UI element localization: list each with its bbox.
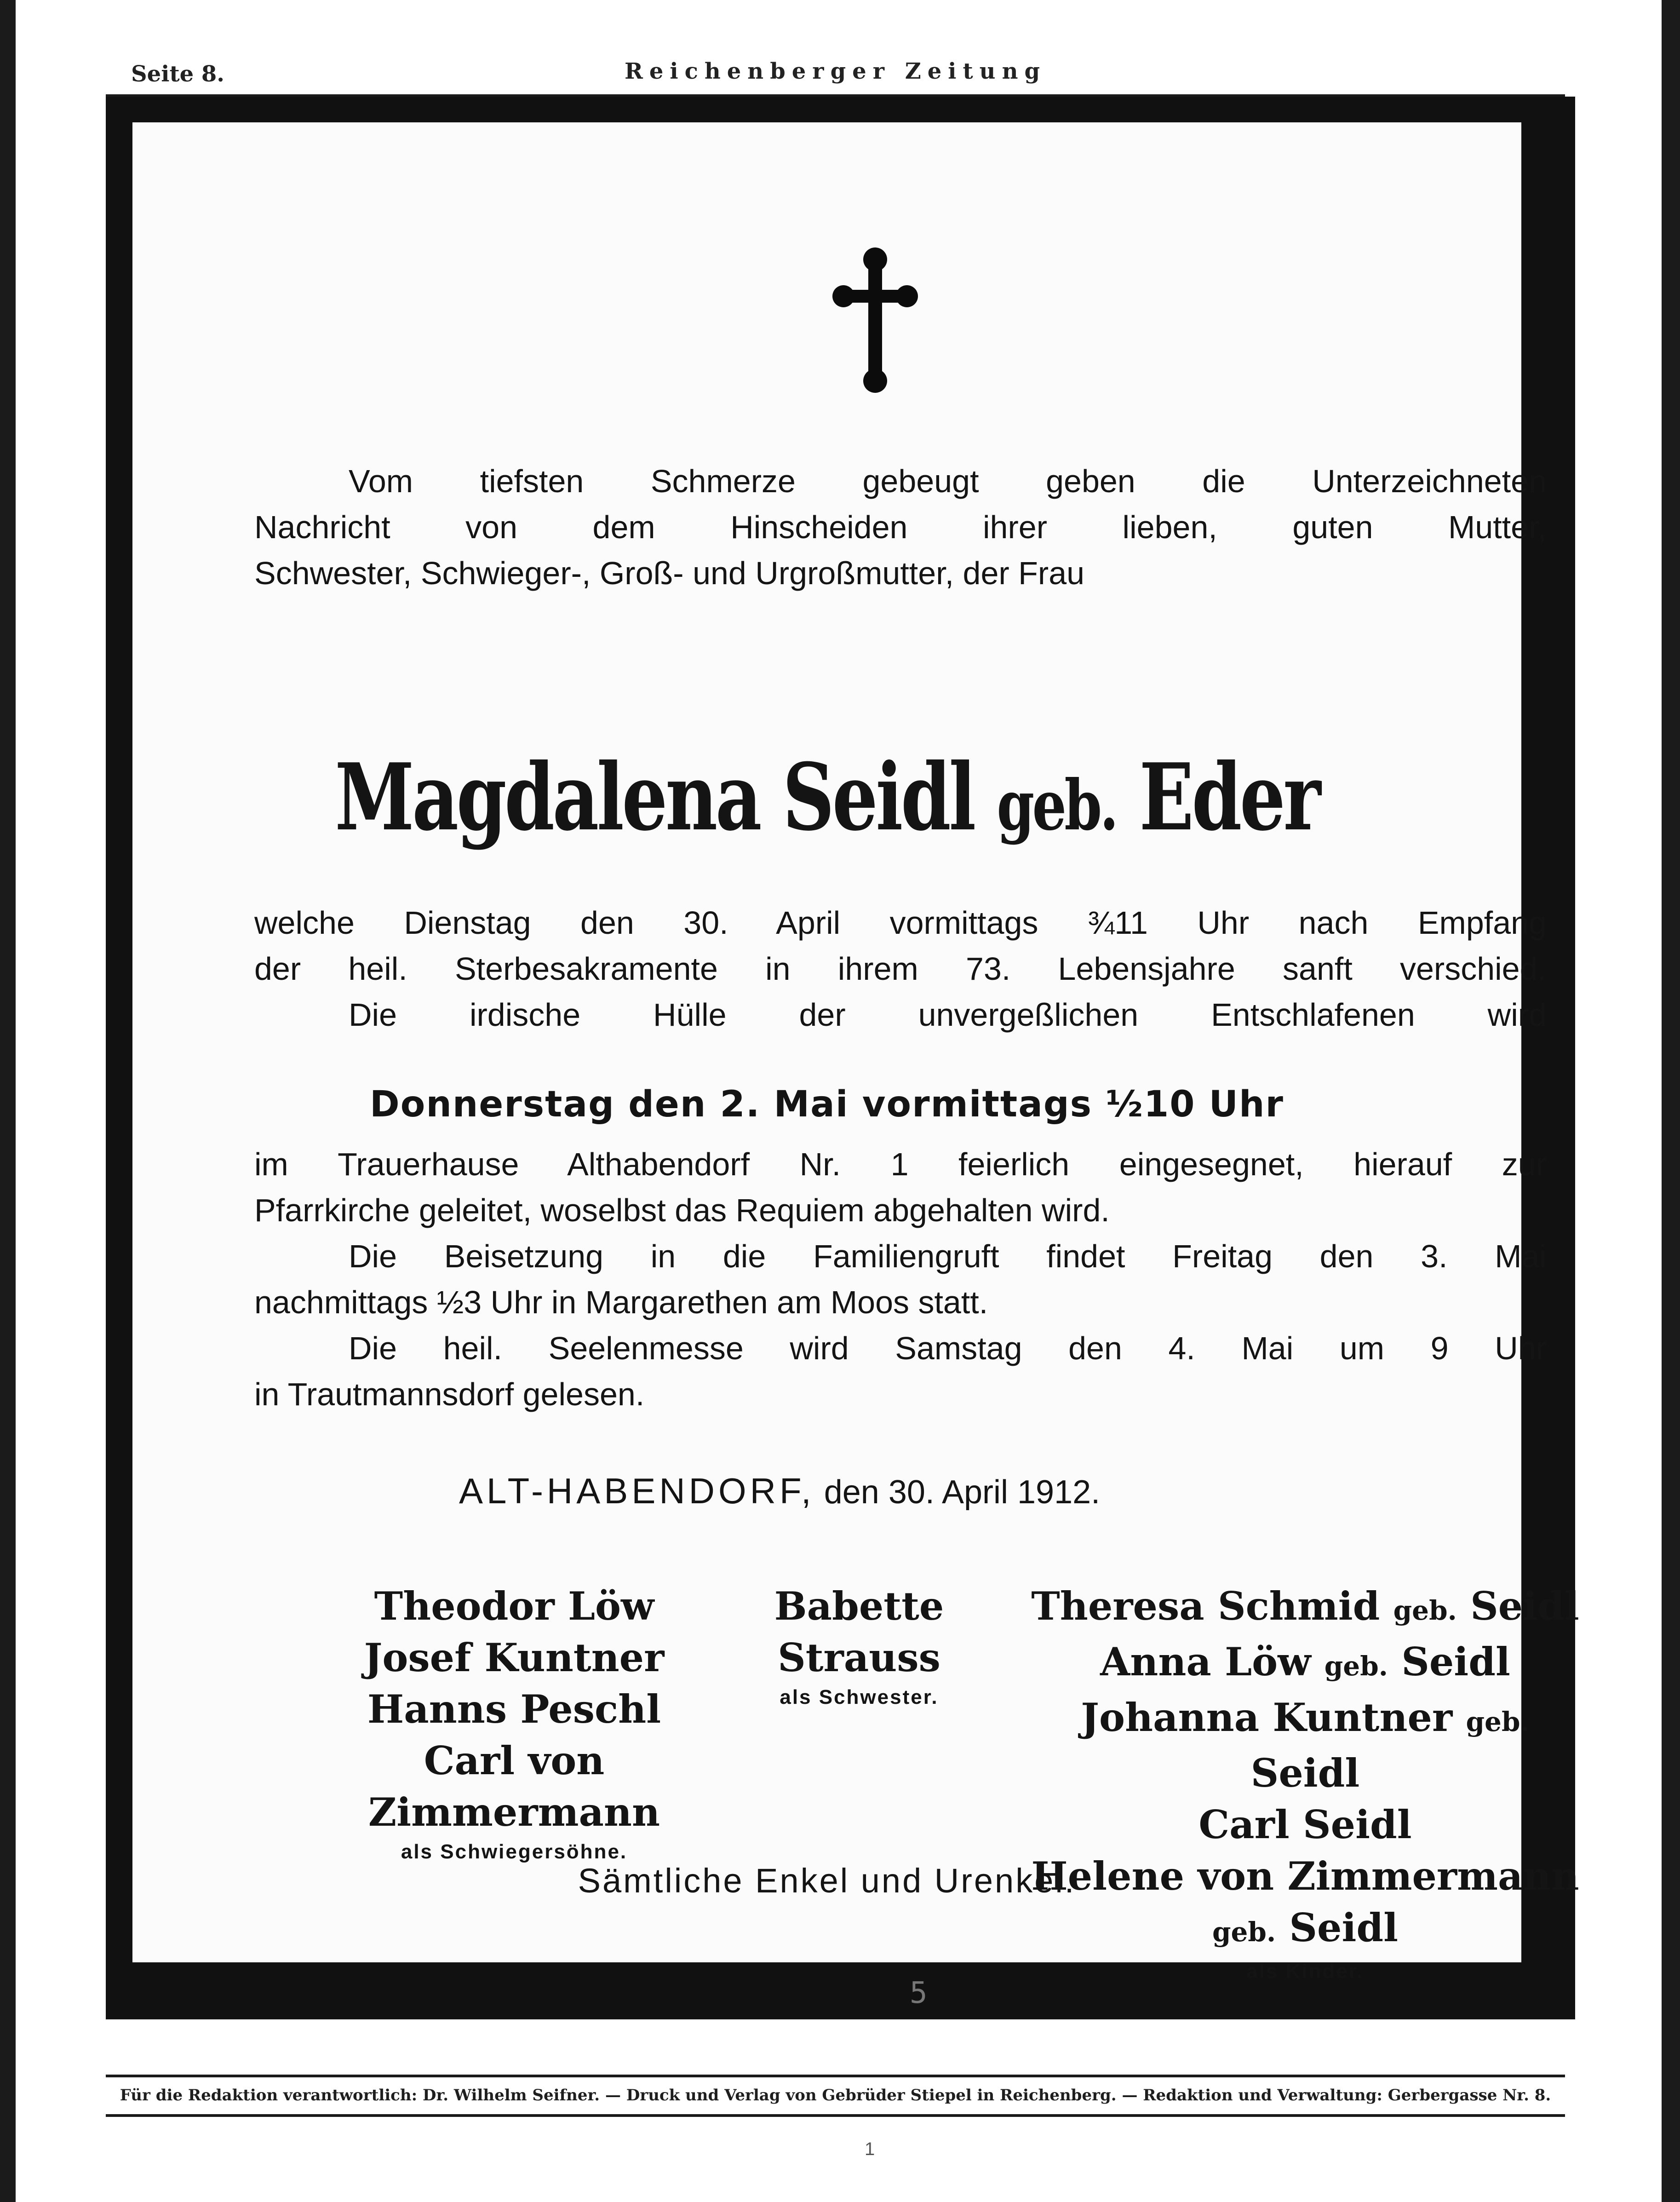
death-paragraph <box>254 900 1547 1038</box>
sister-column <box>698 1581 1020 1711</box>
page-number: 1 <box>865 2139 875 2159</box>
signer-name: Helene von Zimmermann geb. Seidl <box>1031 1853 1579 1950</box>
scan-left-edge <box>0 0 16 2202</box>
newspaper-header <box>106 53 1565 98</box>
latin-cross-icon <box>831 247 919 394</box>
obituary-black-frame <box>106 97 1579 2052</box>
date: den 30. April 1912. <box>824 1474 1101 1511</box>
burial-line: Die Beisetzung in die Familiengruft findet Freitag den 3. Mai <box>349 1238 1547 1274</box>
signer-role: als Schwester. <box>780 1686 939 1708</box>
stray-mark: 5 <box>910 1976 928 2010</box>
signer-name: Hanns Peschl <box>367 1686 661 1732</box>
intro-paragraph <box>254 458 1547 596</box>
signer-name: Anna Löw geb. Seidl <box>1100 1639 1510 1685</box>
place-and-date <box>459 1470 1100 1512</box>
geb-label: geb. <box>997 765 1117 846</box>
mass-line: Die heil. Seelenmesse wird Samstag den 4. Mai um 9 Uhr <box>349 1330 1547 1366</box>
death-line: welche Dienstag den 30. April vormittags ¾11 Uhr nach Empfang <box>254 905 1547 941</box>
deceased-name <box>285 743 1369 851</box>
signer-name: Carl Seidl <box>1198 1802 1412 1847</box>
grandchildren-line: Sämtliche Enkel und Urenkel. <box>578 1862 1076 1900</box>
signer-role: als Kinder. <box>1246 1960 1364 1983</box>
signer-name: Josef Kuntner <box>364 1635 665 1680</box>
signer-name: Theodor Löw <box>374 1583 654 1629</box>
newspaper-title: Reichenberger Zeitung <box>624 58 1047 84</box>
deceased-full-name: Magdalena Seidl <box>335 743 974 851</box>
funeral-paragraph <box>254 1141 1547 1417</box>
deceased-maiden-name: Eder <box>1139 743 1319 851</box>
children-column <box>1029 1581 1581 1985</box>
scan-right-edge <box>1662 0 1680 2202</box>
intro-line: Vom tiefsten Schmerze gebeugt geben die Unterzeichneten <box>349 463 1547 499</box>
newspaper-imprint: Für die Redaktion verantwortlich: Dr. Wilhelm Seifner. — Druck und Verlag von Gebrüder Stiepel in Reichenberg. — Redaktion und Verwaltung: Gerbergasse Nr. 8. <box>106 2075 1565 2117</box>
death-line: Die irdische Hülle der unvergeßlichen Entschlafenen wird <box>349 997 1547 1033</box>
page-label: Seite 8. <box>131 61 224 87</box>
place: ALT-HABENDORF, <box>459 1471 815 1511</box>
signer-role: als Schwiegersöhne. <box>401 1840 628 1863</box>
signer-name: Babette Strauss <box>774 1583 944 1680</box>
funeral-date: Donnerstag den 2. Mai vormittags ½10 Uhr <box>369 1084 1284 1125</box>
signer-name: Carl von Zimmermann <box>368 1738 660 1835</box>
intro-line: Schwester, Schwieger-, Groß- und Urgroßmutter, der Frau <box>254 555 1085 591</box>
sons-in-law-column <box>307 1581 721 1866</box>
mass-line: in Trautmannsdorf gelesen. <box>254 1376 645 1412</box>
burial-line: nachmittags ½3 Uhr in Margarethen am Moos statt. <box>254 1284 988 1320</box>
funeral-line: im Trauerhause Althabendorf Nr. 1 feierlich eingesegnet, hierauf zur <box>254 1146 1547 1182</box>
obituary-notice <box>132 122 1579 2010</box>
signer-name: Johanna Kuntner geb. Seidl <box>1081 1695 1530 1796</box>
signer-name: Theresa Schmid geb. Seidl <box>1031 1583 1579 1629</box>
undertaker-credit: Robert Bauer Leichenbestattungs-Unternehmung „Entreprise des pompes funèbres“. <box>533 2038 1147 2052</box>
intro-line: Nachricht von dem Hinscheiden ihrer lieben, guten Mutter, <box>254 509 1547 545</box>
funeral-line: Pfarrkirche geleitet, woselbst das Requiem abgehalten wird. <box>254 1192 1110 1228</box>
death-line: der heil. Sterbesakramente in ihrem 73. Lebensjahre sanft verschied. <box>254 951 1547 987</box>
